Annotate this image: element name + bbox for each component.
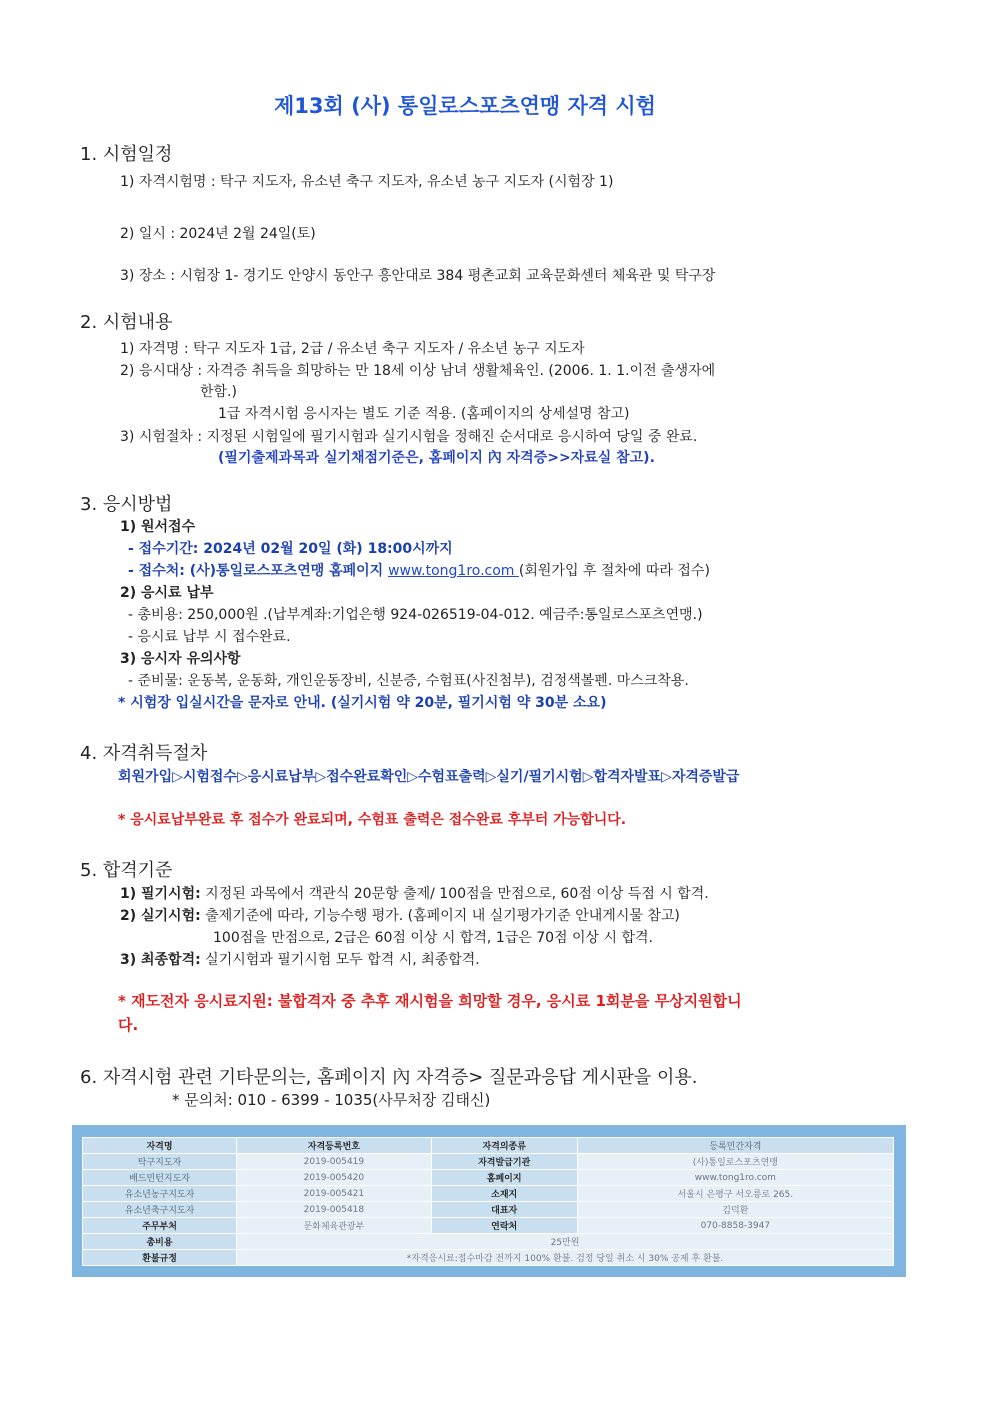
s3-prep: - 준비물: 운동복, 운동화, 개인운동장비, 신분증, 수험표(사진첨부), 검정색볼펜. 마스크착용. [128, 673, 689, 689]
s2-line-3b: (필기출제과목과 실기채점기준은, 홈페이지 內 자격증>>자료실 참고). [218, 450, 655, 466]
s5-line-2-label: 2) 실기시험: [120, 908, 201, 924]
info-value: (사)통일로스포츠연맹 [577, 1154, 893, 1170]
s3-place-label: - 접수처: (사)통일로스포츠연맹 홈페이지 [128, 563, 389, 579]
certification-table [72, 1125, 906, 1277]
s2-line-3: 3) 시험절차 : 지정된 시험일에 필기시험과 실기시험을 정해진 순서대로 응시하여 당일 중 완료. [120, 429, 698, 445]
table-row [83, 1154, 894, 1170]
s1-line-1: 1) 자격시험명 : 탁구 지도자, 유소년 축구 지도자, 유소년 농구 지도자 (시험장 1) [120, 174, 614, 190]
section-5-heading: 5. 합격기준 [80, 860, 173, 881]
info-label: 대표자 [431, 1202, 577, 1218]
s2-line-2c: 1급 자격시험 응시자는 별도 기준 적용. (홈페이지의 상세설명 참고) [218, 406, 630, 422]
section-6-heading: 6. 자격시험 관련 기타문의는, 홈페이지 內 자격증> 질문과응답 게시판을 이용. [80, 1067, 698, 1088]
s5-line-2 [120, 905, 680, 925]
s5-line-1-text: 지정된 과목에서 객관식 20문항 출제/ 100점을 만점으로, 60점 이상 득점 시 합격. [200, 886, 709, 902]
section-1-heading: 1. 시험일정 [80, 144, 173, 165]
s6-contact: * 문의처: 010 - 6399 - 1035(사무처장 김태신) [172, 1091, 491, 1109]
info-label: 연락처 [431, 1218, 577, 1234]
table-row [83, 1218, 894, 1234]
info-value: 070-8858-3947 [577, 1218, 893, 1234]
info-value: www.tong1ro.com [577, 1170, 893, 1186]
header-reg-number: 자격등록번호 [237, 1138, 432, 1154]
section-3-heading: 3. 응시방법 [80, 494, 173, 515]
total-cost-row [83, 1234, 894, 1250]
cert-name: 유소년축구지도자 [83, 1202, 237, 1218]
s1-line-2: 2) 일시 : 2024년 2월 24일(토) [120, 226, 316, 242]
info-label: 자격발급기관 [431, 1154, 577, 1170]
s5-line-3 [120, 949, 480, 969]
s3-sub-3: 3) 응시자 유의사항 [120, 651, 241, 667]
s3-period: - 접수기간: 2024년 02월 20일 (화) 18:00시까지 [128, 541, 453, 557]
cert-name: 주무부처 [83, 1218, 237, 1234]
s3-sub-2: 2) 응시료 납부 [120, 585, 214, 601]
info-value: 김덕환 [577, 1202, 893, 1218]
table-header-row [83, 1138, 894, 1154]
refund-policy-label: 환불규정 [83, 1250, 237, 1266]
s5-line-1 [120, 883, 709, 903]
table-row [83, 1202, 894, 1218]
info-value: 서울시 은평구 서오릉로 265. [577, 1186, 893, 1202]
s5-note-1: * 재도전자 응시료지원: 불합격자 중 추후 재시험을 희망할 경우, 응시료 1회분을 무상지원합니 [118, 992, 742, 1010]
header-cert-kind: 자격의종류 [431, 1138, 577, 1154]
refund-policy-row [83, 1250, 894, 1266]
cert-name: 배드민턴지도자 [83, 1170, 237, 1186]
certification-info-table [82, 1137, 894, 1266]
s5-line-3-text: 실기시험과 필기시험 모두 합격 시, 최종합격. [200, 952, 480, 968]
homepage-link[interactable]: www.tong1ro.com [388, 563, 519, 579]
total-cost-value: 25만원 [237, 1234, 894, 1250]
reg-number: 2019-005419 [237, 1154, 432, 1170]
s3-fee-2: - 응시료 납부 시 접수완료. [128, 629, 291, 645]
s4-flow: 회원가입▷시험접수▷응시료납부▷접수완료확인▷수험표출력▷실기/필기시험▷합격자발표▷자격증발급 [118, 769, 740, 785]
s5-line-2b: 100점을 만점으로, 2급은 60점 이상 시 합격, 1급은 70점 이상 시 합격. [213, 930, 653, 946]
reg-number: 2019-005420 [237, 1170, 432, 1186]
refund-policy-value: *자격응시료:접수마감 전까지 100% 환불. 검정 당일 취소 시 30% 공제 후 환불. [237, 1250, 894, 1266]
s5-note-2: 다. [118, 1016, 139, 1034]
info-label: 홈페이지 [431, 1170, 577, 1186]
cert-kind-value: 등록민간자격 [577, 1138, 893, 1154]
info-label: 소재지 [431, 1186, 577, 1202]
table-row [83, 1186, 894, 1202]
s2-line-2: 2) 응시대상 : 자격증 취득을 희망하는 만 18세 이상 남녀 생활체육인. (2006. 1. 1.이전 출생자에 [120, 363, 716, 379]
reg-number: 2019-005418 [237, 1202, 432, 1218]
s4-note: * 응시료납부완료 후 접수가 완료되며, 수험표 출력은 접수완료 후부터 가능합니다. [118, 812, 627, 828]
s3-note: * 시험장 입실시간을 문자로 안내. (실기시험 약 20분, 필기시험 약 30분 소요) [118, 695, 607, 711]
s5-line-1-label: 1) 필기시험: [120, 886, 201, 902]
header-cert-name: 자격명 [83, 1138, 237, 1154]
s5-line-3-label: 3) 최종합격: [120, 952, 201, 968]
s3-place [128, 560, 710, 580]
page-title: 제13회 (사) 통일로스포츠연맹 자격 시험 [274, 94, 656, 118]
s5-line-2-text: 출제기준에 따라, 기능수행 평가. (홈페이지 내 실기평가기준 안내게시물 참고) [200, 908, 680, 924]
section-2-heading: 2. 시험내용 [80, 312, 173, 333]
s3-sub-1: 1) 원서접수 [120, 519, 196, 535]
s3-fee: - 총비용: 250,000원 .(납부계좌:기업은행 924-026519-04-012. 예금주:통일로스포츠연맹.) [128, 607, 703, 623]
cert-name: 탁구지도자 [83, 1154, 237, 1170]
cert-name: 유소년농구지도자 [83, 1186, 237, 1202]
s2-line-2b: 한함.) [200, 384, 237, 400]
reg-number: 2019-005421 [237, 1186, 432, 1202]
reg-number: 문화체육관광부 [237, 1218, 432, 1234]
s2-line-1: 1) 자격명 : 탁구 지도자 1급, 2급 / 유소년 축구 지도자 / 유소년 농구 지도자 [120, 341, 585, 357]
section-4-heading: 4. 자격취득절차 [80, 743, 208, 764]
table-row [83, 1170, 894, 1186]
total-cost-label: 총비용 [83, 1234, 237, 1250]
s3-place-note: (회원가입 후 절차에 따라 접수) [518, 563, 710, 579]
s1-line-3: 3) 장소 : 시험장 1- 경기도 안양시 동안구 흥안대로 384 평촌교회 교육문화센터 체육관 및 탁구장 [120, 268, 716, 284]
